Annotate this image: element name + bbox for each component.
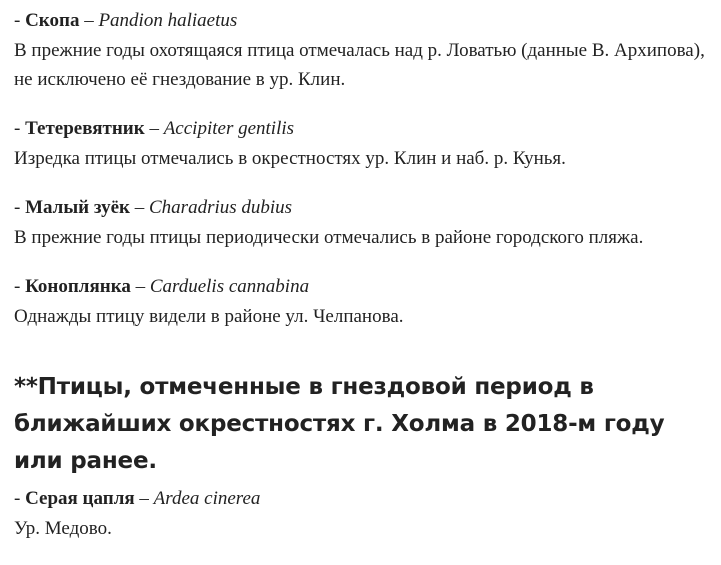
species-common-name: Скопа [25,10,80,31]
species-entry-little-ringed-plover [14,195,714,252]
name-separator: – [130,197,149,218]
section-heading: **Птицы, отмеченные в гнездовой период в ближайших окрестностях г. Холма в 2018-м году или ранее. [14,374,665,474]
species-common-name: Малый зуёк [25,197,130,218]
species-common-name: Коноплянка [25,276,131,297]
species-description: Изредка птицы отмечались в окрестностях ур. Клин и наб. р. Кунья. [14,148,566,169]
species-title [14,195,714,221]
species-entry-linnet [14,274,714,331]
species-title [14,274,714,300]
species-entry-goshawk [14,116,714,173]
species-entry-grey-heron [14,486,714,543]
species-description: Однажды птицу видели в районе ул. Челпанова. [14,306,404,327]
list-bullet: - [14,276,26,297]
name-separator: – [79,10,99,31]
species-latin-name: Ardea cinerea [153,488,261,509]
list-bullet: - [14,10,26,31]
list-bullet: - [14,118,26,139]
article-body [14,8,714,565]
species-title [14,486,714,512]
species-description: В прежние годы охотящаяся птица отмечалась над р. Ловатью (данные В. Архипова), не исключено её гнездование в ур. Клин. [14,40,705,90]
species-latin-name: Pandion haliaetus [98,10,238,31]
name-separator: – [134,488,154,509]
species-common-name: Серая цапля [25,488,135,509]
list-bullet: - [14,197,26,218]
species-title [14,116,714,142]
species-latin-name: Charadrius dubius [149,197,293,218]
species-description: Ур. Медово. [14,518,112,539]
species-entry-osprey [14,8,714,94]
list-bullet: - [14,488,26,509]
species-latin-name: Accipiter gentilis [163,118,295,139]
name-separator: – [144,118,164,139]
species-title [14,8,714,34]
species-description: В прежние годы птицы периодически отмечались в районе городского пляжа. [14,227,644,248]
species-common-name: Тетеревятник [25,118,145,139]
species-latin-name: Carduelis cannabina [149,276,310,297]
name-separator: – [130,276,150,297]
